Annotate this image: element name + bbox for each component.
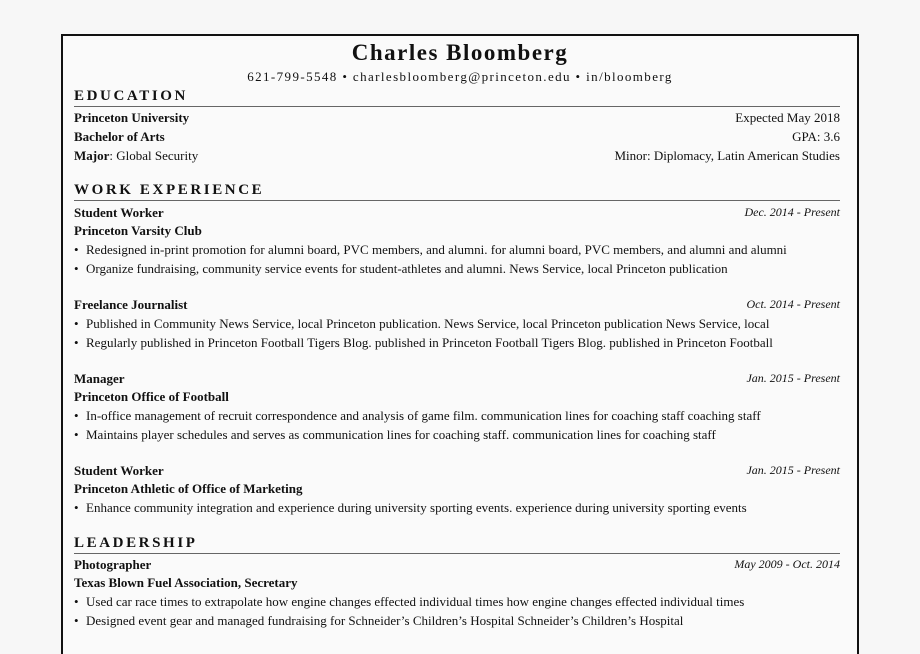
major-label: Major: [74, 148, 110, 163]
job-bullet: [74, 426, 840, 443]
leadership-bullet-text: Used car race times to extrapolate how engine changes effected individual times how engine changes effected individual times: [86, 594, 745, 609]
education-school-row: [74, 109, 840, 126]
leadership-bullet: [74, 593, 840, 610]
job-org: Princeton Office of Football: [74, 389, 229, 404]
leadership-bullet-text: Designed event gear and managed fundraising for Schneider’s Children’s Hospital Schneider’s Children’s Hospital: [86, 613, 684, 628]
leadership-title: Photographer: [74, 557, 152, 572]
job-title-row: [74, 370, 840, 387]
job-title-row: [74, 296, 840, 313]
job-title-row: [74, 462, 840, 479]
bullet-mark: •: [74, 408, 79, 423]
job-bullet: [74, 241, 840, 258]
leadership-date: May 2009 - Oct. 2014: [734, 557, 840, 571]
contact-line: 621-799-5548 • charlesbloomberg@princeton.edu • in/bloomberg: [247, 69, 673, 84]
school-name: Princeton University: [74, 110, 190, 125]
education-date: Expected May 2018: [735, 110, 840, 125]
job-org-row: [74, 480, 840, 497]
section-heading-education: EDUCATION: [74, 88, 840, 107]
degree: Bachelor of Arts: [74, 129, 165, 144]
leadership-org: Texas Blown Fuel Association, Secretary: [74, 575, 298, 590]
job-date: Jan. 2015 - Present: [746, 463, 840, 477]
job-title: Manager: [74, 371, 125, 386]
job-bullet-text: Regularly published in Princeton Football Tigers Blog. published in Princeton Football Tigers Blog. published in Princeton Football: [86, 335, 773, 350]
education-major-row: [74, 147, 840, 164]
job-org-row: [74, 388, 840, 405]
bullet-mark: •: [74, 242, 79, 257]
major-value: : Global Security: [109, 148, 199, 163]
job-bullet-text: Redesigned in-print promotion for alumni board, PVC members, and alumni. for alumni board, PVC members, and alumni and alumni: [86, 242, 787, 257]
bullet-mark: •: [74, 427, 79, 442]
bullet-mark: •: [74, 261, 79, 276]
major: [74, 147, 198, 164]
resume-page: [61, 34, 859, 654]
job-bullet: [74, 407, 840, 424]
bullet-mark: •: [74, 500, 79, 515]
bullet-mark: •: [74, 316, 79, 331]
job-title-row: [74, 204, 840, 221]
job-org-row: [74, 222, 840, 239]
job-bullet: [74, 260, 840, 277]
job-date: Oct. 2014 - Present: [746, 297, 840, 311]
job-org: Princeton Athletic of Office of Marketing: [74, 481, 303, 496]
leadership-bullet: [74, 612, 840, 629]
resume-name: Charles Bloomberg: [351, 40, 569, 65]
minor: Minor: Diplomacy, Latin American Studies: [614, 148, 840, 163]
job-org: Princeton Varsity Club: [74, 223, 202, 238]
job-title: Student Worker: [74, 205, 164, 220]
section-heading-leadership: LEADERSHIP: [74, 535, 840, 554]
job-bullet-text: Published in Community News Service, local Princeton publication. News Service, local Princeton publication News Service, local: [86, 316, 770, 331]
job-bullet: [74, 499, 840, 516]
section-heading-work-experience: WORK EXPERIENCE: [74, 182, 840, 201]
job-title: Freelance Journalist: [74, 297, 188, 312]
job-bullet: [74, 315, 840, 332]
job-bullet: [74, 334, 840, 351]
leadership-org-row: [74, 574, 840, 591]
bullet-mark: •: [74, 613, 79, 628]
gpa: GPA: 3.6: [792, 129, 840, 144]
education-degree-row: [74, 128, 840, 145]
job-bullet-text: In-office management of recruit correspondence and analysis of game film. communication lines for coaching staff coaching staff: [86, 408, 761, 423]
leadership-title-row: [74, 556, 840, 573]
job-date: Jan. 2015 - Present: [746, 371, 840, 385]
bullet-mark: •: [74, 335, 79, 350]
bullet-mark: •: [74, 594, 79, 609]
job-bullet-text: Enhance community integration and experience during university sporting events. experience during university sporting events: [86, 500, 747, 515]
job-date: Dec. 2014 - Present: [744, 205, 840, 219]
job-title: Student Worker: [74, 463, 164, 478]
job-bullet-text: Organize fundraising, community service events for student-athletes and alumni. News Service, local Princeton publication: [86, 261, 728, 276]
job-bullet-text: Maintains player schedules and serves as communication lines for coaching staff. communication lines for coaching staff: [86, 427, 716, 442]
